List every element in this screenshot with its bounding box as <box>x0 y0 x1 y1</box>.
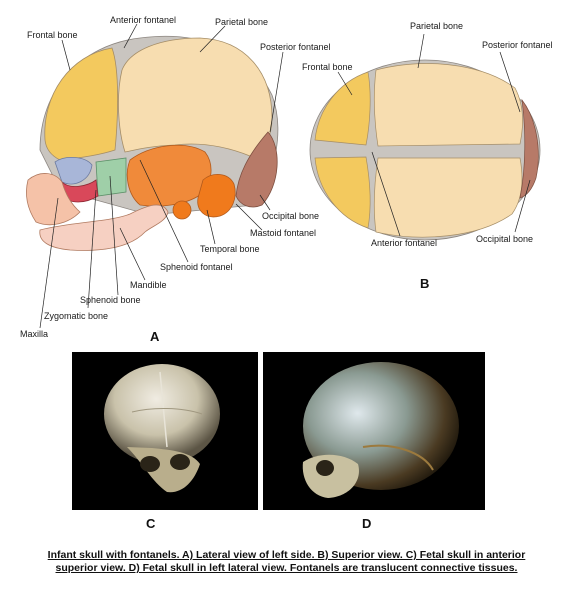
label-frontal-bone-b: Frontal bone <box>302 62 353 72</box>
label-mandible-a: Mandible <box>130 280 167 290</box>
label-posterior-fontanel-b: Posterior fontanel <box>482 40 553 50</box>
label-parietal-bone-a: Parietal bone <box>215 17 269 27</box>
ear-canal-a <box>173 201 191 219</box>
parietal-bone-b-upper <box>374 64 522 146</box>
parietal-bone-a <box>118 38 272 156</box>
skull-photo-c-drawing <box>72 352 258 510</box>
label-anterior-fontanel-b: Anterior fontanel <box>371 238 438 248</box>
fetal-skull-photo-anterior-superior <box>72 352 258 510</box>
skull-photo-d-drawing <box>263 352 485 510</box>
label-parietal-bone-b: Parietal bone <box>410 21 464 31</box>
panel-letter-a: A <box>150 329 160 344</box>
label-sphenoid-bone-a: Sphenoid bone <box>80 295 141 305</box>
label-zygomatic-bone-a: Zygomatic bone <box>44 311 109 321</box>
label-maxilla-a: Maxilla <box>20 329 49 339</box>
label-occipital-bone-b: Occipital bone <box>476 234 534 244</box>
figure-caption: Infant skull with fontanels. A) Lateral view of left side. B) Superior view. C) Fetal skull in anterior superior view. D) Fetal skull in left lateral view. Fontanels are translucent connective tissues. <box>47 549 526 574</box>
label-posterior-fontanel-a: Posterior fontanel <box>260 42 331 52</box>
temporal-bone-a <box>198 174 236 216</box>
frontal-bone-a <box>45 48 118 160</box>
fetal-skull-photo-left-lateral <box>263 352 485 510</box>
panel-letter-c: C <box>146 516 156 531</box>
label-temporal-bone-a: Temporal bone <box>200 244 260 254</box>
label-mastoid-fontanel-a: Mastoid fontanel <box>250 228 317 238</box>
label-sphenoid-fontanel-a: Sphenoid fontanel <box>160 262 233 272</box>
panel-letter-d: D <box>362 516 372 531</box>
panel-letter-b: B <box>420 276 430 291</box>
label-occipital-bone-a: Occipital bone <box>262 211 320 221</box>
label-frontal-bone-a: Frontal bone <box>27 30 78 40</box>
label-anterior-fontanel-a: Anterior fontanel <box>110 15 177 25</box>
